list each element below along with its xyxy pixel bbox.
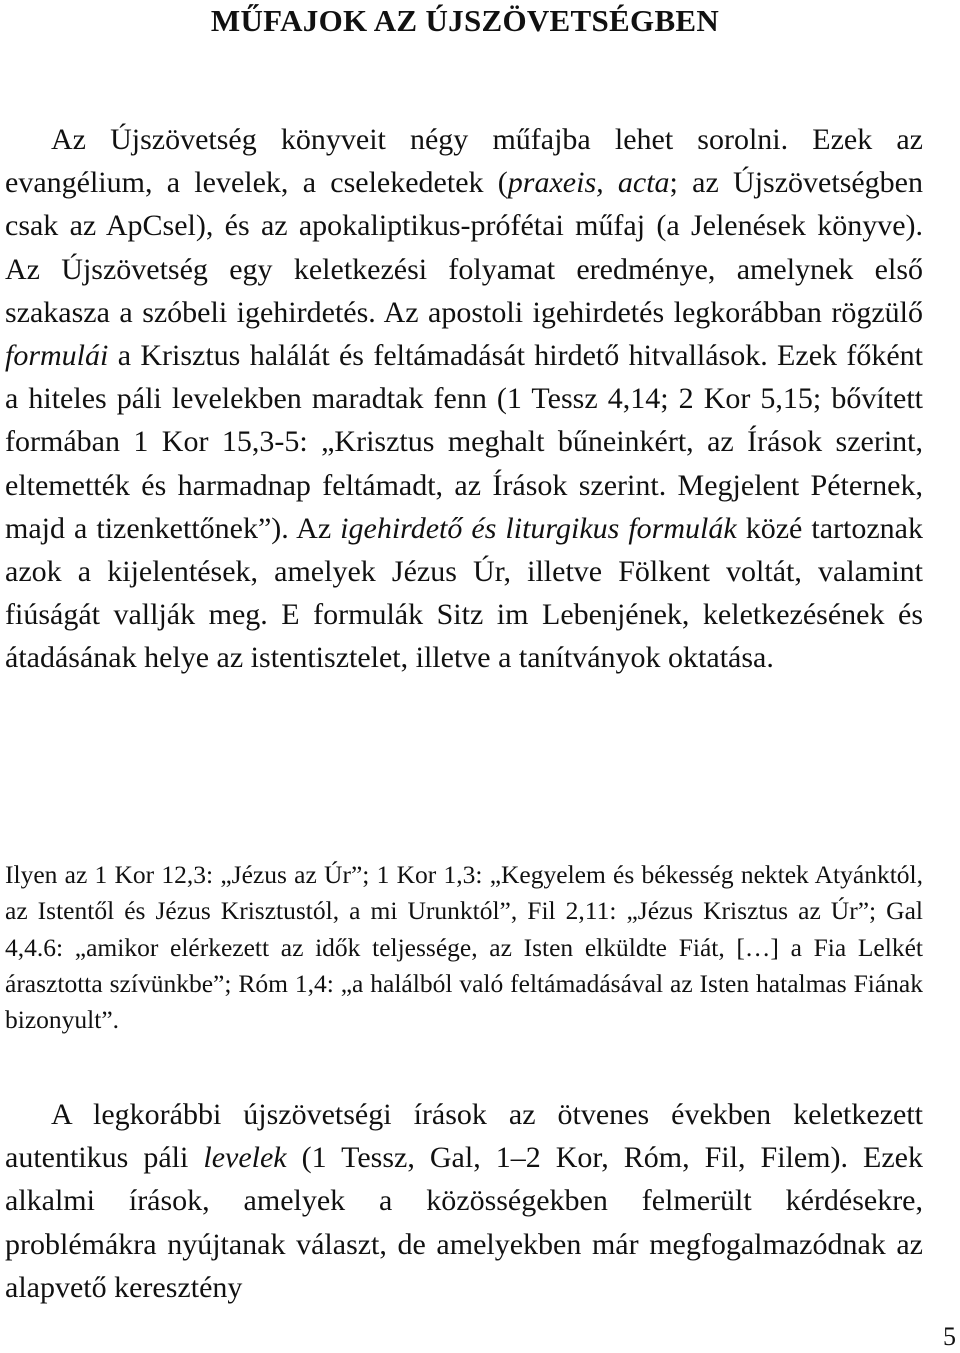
page-title: MŰFAJOK AZ ÚJSZÖVETSÉGBEN	[210, 3, 720, 38]
paragraph-text: közé tartoznak azok a kijelentések, amelyek Jézus Úr, illetve Fölkent voltát, valamint fiúságát vallják meg. E formulák Sitz im Lebenjének, keletkezésének és átadásának helye az istentisztelet, illetve a tanítványok oktatása.	[5, 511, 923, 675]
italic-term: igehirdető és liturgikus formulák	[340, 511, 737, 545]
paragraph-text: a Krisztus halálát és feltámadását hirdető hitvallások. Ezek főként a hiteles páli levelekben maradtak fenn (1 Tessz 4,14; 2 Kor 5,15; bővített formában 1 Kor 15,3-5: „Krisztus meghalt bűneinkért, az Írások szerint, eltemették és harmadnap feltámadt, az Írások szerint. Megjelent Péternek, majd a tizenkettőnek”). Az	[5, 339, 923, 545]
paragraph-text: A legkorábbi újszövetségi írások az ötvenes években keletkezett autentikus páli	[5, 1098, 923, 1175]
paragraph-text: ; az Újszövetségben csak az ApCsel), és az apokaliptikus-prófétai műfaj (a Jelenések könyve). Az Újszövetség egy keletkezési folyamat eredménye, amelynek első szakasza a szóbeli igehirdetés. Az apostoli igehirdetés legkorábban rögzülő	[5, 166, 924, 329]
page-number: 5	[943, 1322, 956, 1351]
paragraph-text: (1 Tessz, Gal, 1–2 Kor, Róm, Fil, Filem). Ezek alkalmi írások, amelyek a közösségekben felmerült kérdésekre, problémákra nyújtanak választ, de amelyekben már megfogalmazódnak az alapvető keresztény	[5, 1141, 923, 1304]
italic-term: formulái	[5, 339, 109, 373]
italic-term: praxeis, acta	[507, 166, 670, 200]
paragraph-genres	[5, 118, 923, 680]
paragraph-earliest-writings	[5, 1093, 923, 1309]
italic-term: levelek	[203, 1141, 287, 1175]
paragraph-text: Az Újszövetség könyveit négy műfajba lehet sorolni. Ezek az evangélium, a levelek, a cselekedetek (	[5, 123, 923, 200]
paragraph-examples: Ilyen az 1 Kor 12,3: „Jézus az Úr”; 1 Kor 1,3: „Kegyelem és békesség nektek Atyánktól, az Istentől és Jézus Krisztustól, a mi Urunktól”, Fil 2,11: „Jézus Krisztus az Úr”; Gal 4,4.6: „amikor elérkezett az idők teljessége, az Isten elküldte Fiát, […] a Fia Lelkét árasztotta szívünkbe”; Róm 1,4: „a halálból való feltámadásával az Isten hatalmas Fiának bizonyult”.	[5, 860, 923, 1035]
